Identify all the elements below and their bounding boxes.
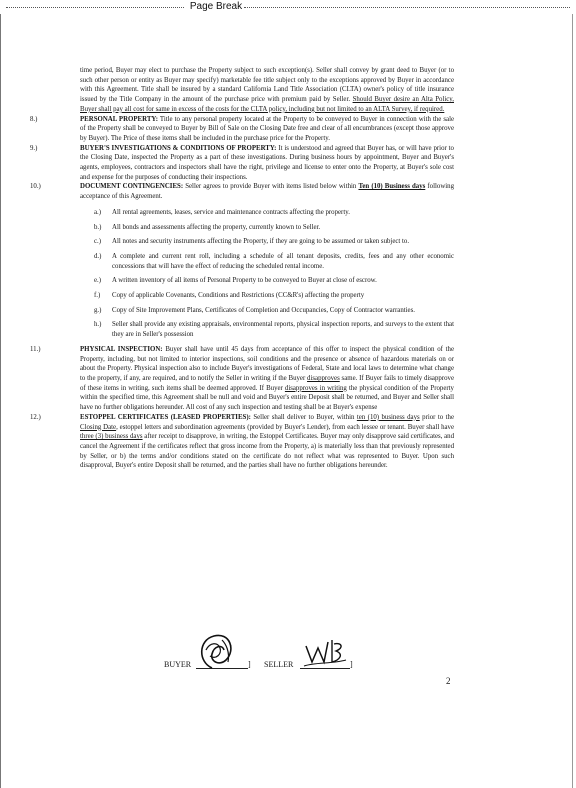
list-item-text: A complete and current rent roll, including a schedule of all tenant deposits, credits, fees and any other economic concessions that will have the effect of reducing the scheduled rental income. bbox=[112, 252, 454, 270]
list-item bbox=[94, 223, 454, 233]
section-12-ten-days: ten (10) business days bbox=[356, 413, 420, 421]
list-item bbox=[94, 276, 454, 286]
page-edge-left bbox=[0, 14, 1, 788]
list-item bbox=[94, 291, 454, 301]
page-number: 2 bbox=[446, 676, 451, 686]
section-12-text-c: , estoppel letters and subordination agreements (provided by Buyer's Lender), from each lessee or tenant. Buyer shall have bbox=[116, 423, 455, 431]
section-12-closing-date: Closing Date bbox=[80, 423, 117, 431]
list-item-text: A written inventory of all items of Personal Property to be conveyed to Buyer at close of escrow. bbox=[112, 277, 377, 285]
section-12-title: ESTOPPEL CERTIFICATES (LEASED PROPERTIES): bbox=[80, 413, 251, 421]
section-9 bbox=[30, 144, 454, 183]
section-9-title: BUYER'S INVESTIGATIONS & CONDITIONS OF PROPERTY: bbox=[80, 144, 277, 152]
section-11-disapproves: disapproves bbox=[307, 374, 340, 382]
list-item-text: Copy of applicable Covenants, Conditions and Restrictions (CC&R's) affecting the property bbox=[112, 292, 365, 300]
seller-bracket: ] bbox=[350, 660, 353, 669]
list-item bbox=[94, 320, 454, 339]
list-item-letter: h.) bbox=[94, 321, 102, 329]
list-item-letter: a.) bbox=[94, 208, 102, 216]
section-10 bbox=[30, 182, 454, 201]
section-10-number: 10.) bbox=[30, 183, 41, 191]
list-item bbox=[94, 252, 454, 271]
list-item-letter: f.) bbox=[94, 292, 101, 300]
section-10-title: DOCUMENT CONTINGENCIES: bbox=[80, 183, 184, 191]
section-8-number: 8.) bbox=[30, 115, 38, 123]
document-contingency-list bbox=[94, 208, 454, 340]
seller-label: SELLER bbox=[264, 660, 294, 669]
list-item-text: Seller shall provide any existing appraisals, environmental reports, physical inspection reports, and surveys to the extent that they are in Seller's possession bbox=[112, 321, 454, 339]
page-break-rule-left bbox=[6, 7, 184, 8]
section-8-text: Title to any personal property located at the Property to be conveyed to Buyer in connection with the sale of the Property shall be conveyed to Buyer by Bill of Sale on the Closing Date free and clear of all encumbrances (except those approve by Buyer). The Price of these items shall be included in the purchase price for the Property. bbox=[80, 115, 455, 142]
intro-paragraph bbox=[30, 66, 454, 115]
buyer-initials-signature bbox=[192, 632, 242, 672]
section-12 bbox=[30, 413, 454, 471]
buyer-bracket: ] bbox=[248, 660, 251, 669]
section-12-text: Seller shall deliver to Buyer, within bbox=[253, 413, 355, 421]
list-item bbox=[94, 208, 454, 218]
section-12-text-b: prior to the bbox=[422, 413, 455, 421]
section-12-number: 12.) bbox=[30, 413, 41, 421]
list-item-letter: g.) bbox=[94, 306, 102, 314]
document-page bbox=[30, 66, 454, 471]
list-item-letter: b.) bbox=[94, 223, 102, 231]
section-10-text: Seller agrees to provide Buyer with items listed below within bbox=[185, 183, 357, 191]
list-item-letter: c.) bbox=[94, 238, 102, 246]
list-item-text: Copy of Site Improvement Plans, Certificates of Completion and Occupancies, Copy of Contractor warranties. bbox=[112, 306, 415, 314]
list-item-letter: d.) bbox=[94, 252, 102, 260]
list-item-text: All bonds and assessments affecting the property, currently known to Seller. bbox=[112, 223, 321, 231]
page-break-label: Page Break bbox=[189, 1, 243, 12]
section-11 bbox=[30, 345, 454, 413]
seller-initials-signature bbox=[302, 636, 348, 670]
intro-text: time period, Buyer may elect to purchase the Property subject to such exception(s). Seller shall convey by grant deed to Buyer (or to such other person or entity as Buyer may specify) marketable fee title subject only to the exceptions approved by Buyer in accordance with this Agreement. Title shall be insured by a standard California Land Title Association (CLTA) owner's policy of title insurance issued by the Title Company in the amount of the purchase price with premium paid by Seller. bbox=[80, 67, 454, 104]
list-item bbox=[94, 306, 454, 316]
section-11-text-end: the physical condition of the Property within the specified time, this Agreement shall be null and void and Buyer's entire Deposit shall be returned, and Buyer and Seller shall have no further obligations hereunder. All cost of any such inspection and testing shall be at Buyer's expense bbox=[80, 384, 454, 412]
section-11-text: Buyer shall have until 45 days from acceptance of this offer to inspect the physical condition of the Property, including, but not limited to interior inspections, soil conditions and the presence or absence of hazardous materials on or about the Property. Physical inspection also to include Buyer's investigations of Federal, State and local laws to determine what change to the property, if any, are required, and to notify the Seller in writing if the Buyer bbox=[80, 345, 454, 382]
list-item-text: All notes and security instruments affecting the Property, if they are going to be assumed or taken subject to. bbox=[112, 238, 410, 246]
list-item bbox=[94, 237, 454, 247]
section-10-text-end: following acceptance of this Agreement. bbox=[80, 183, 455, 201]
section-11-number: 11.) bbox=[30, 345, 41, 353]
page-edge-right bbox=[572, 14, 573, 788]
section-11-title: PHYSICAL INSPECTION: bbox=[80, 345, 163, 353]
list-item-letter: e.) bbox=[94, 277, 102, 285]
section-12-three-days: three (3) business days bbox=[80, 433, 143, 441]
list-item-text: All rental agreements, leases, service and maintenance contracts affecting the property. bbox=[112, 208, 350, 216]
page-break-bar bbox=[0, 0, 576, 14]
page-break-rule-right bbox=[244, 7, 570, 8]
section-11-text-mid: same. If Buyer fails to timely disapprove of these items in writing, such items shall be deemed approved. If Buyer bbox=[80, 374, 454, 392]
section-9-text: It is understood and agreed that Buyer has, or will have prior to the Closing Date, inspected the Property as a part of these investigations. During business hours by appointment, Buyer and Buyer's agents, employees, contractors and inspectors shall have the right, privilege and license to enter onto the Property, at Buyer's sole cost and expense for the purposes of conducting their inspections. bbox=[80, 144, 454, 181]
buyer-label: BUYER bbox=[164, 660, 192, 669]
section-8-title: PERSONAL PROPERTY: bbox=[80, 115, 158, 123]
signature-row bbox=[164, 640, 384, 680]
section-8 bbox=[30, 115, 454, 144]
section-9-number: 9.) bbox=[30, 144, 38, 152]
section-10-deadline: Ten (10) Business days bbox=[358, 183, 426, 191]
section-12-text-d: after receipt to disapprove, in writing, the Estoppel Certificates. Buyer may only disapprove said certificates, and cancel the Agreement if the certificates reflect that gross income from the Property, a) is materially less than that previously represented by Seller, or b) the terms and/or conditions stated on the certificate do not reflect what was represented to Buyer. Upon such disapproval, Buyer's entire Deposit shall be returned, and the parties shall have no further obligations hereunder. bbox=[80, 433, 454, 470]
section-11-disapproves-in-writing: disapproves in writing bbox=[284, 384, 347, 392]
intro-alta-clause: Should Buyer desire an Alta Policy, Buyer shall pay all cost for same in excess of the costs for the CLTA policy, including but not limited to an ALTA Survey, if required. bbox=[80, 96, 454, 113]
